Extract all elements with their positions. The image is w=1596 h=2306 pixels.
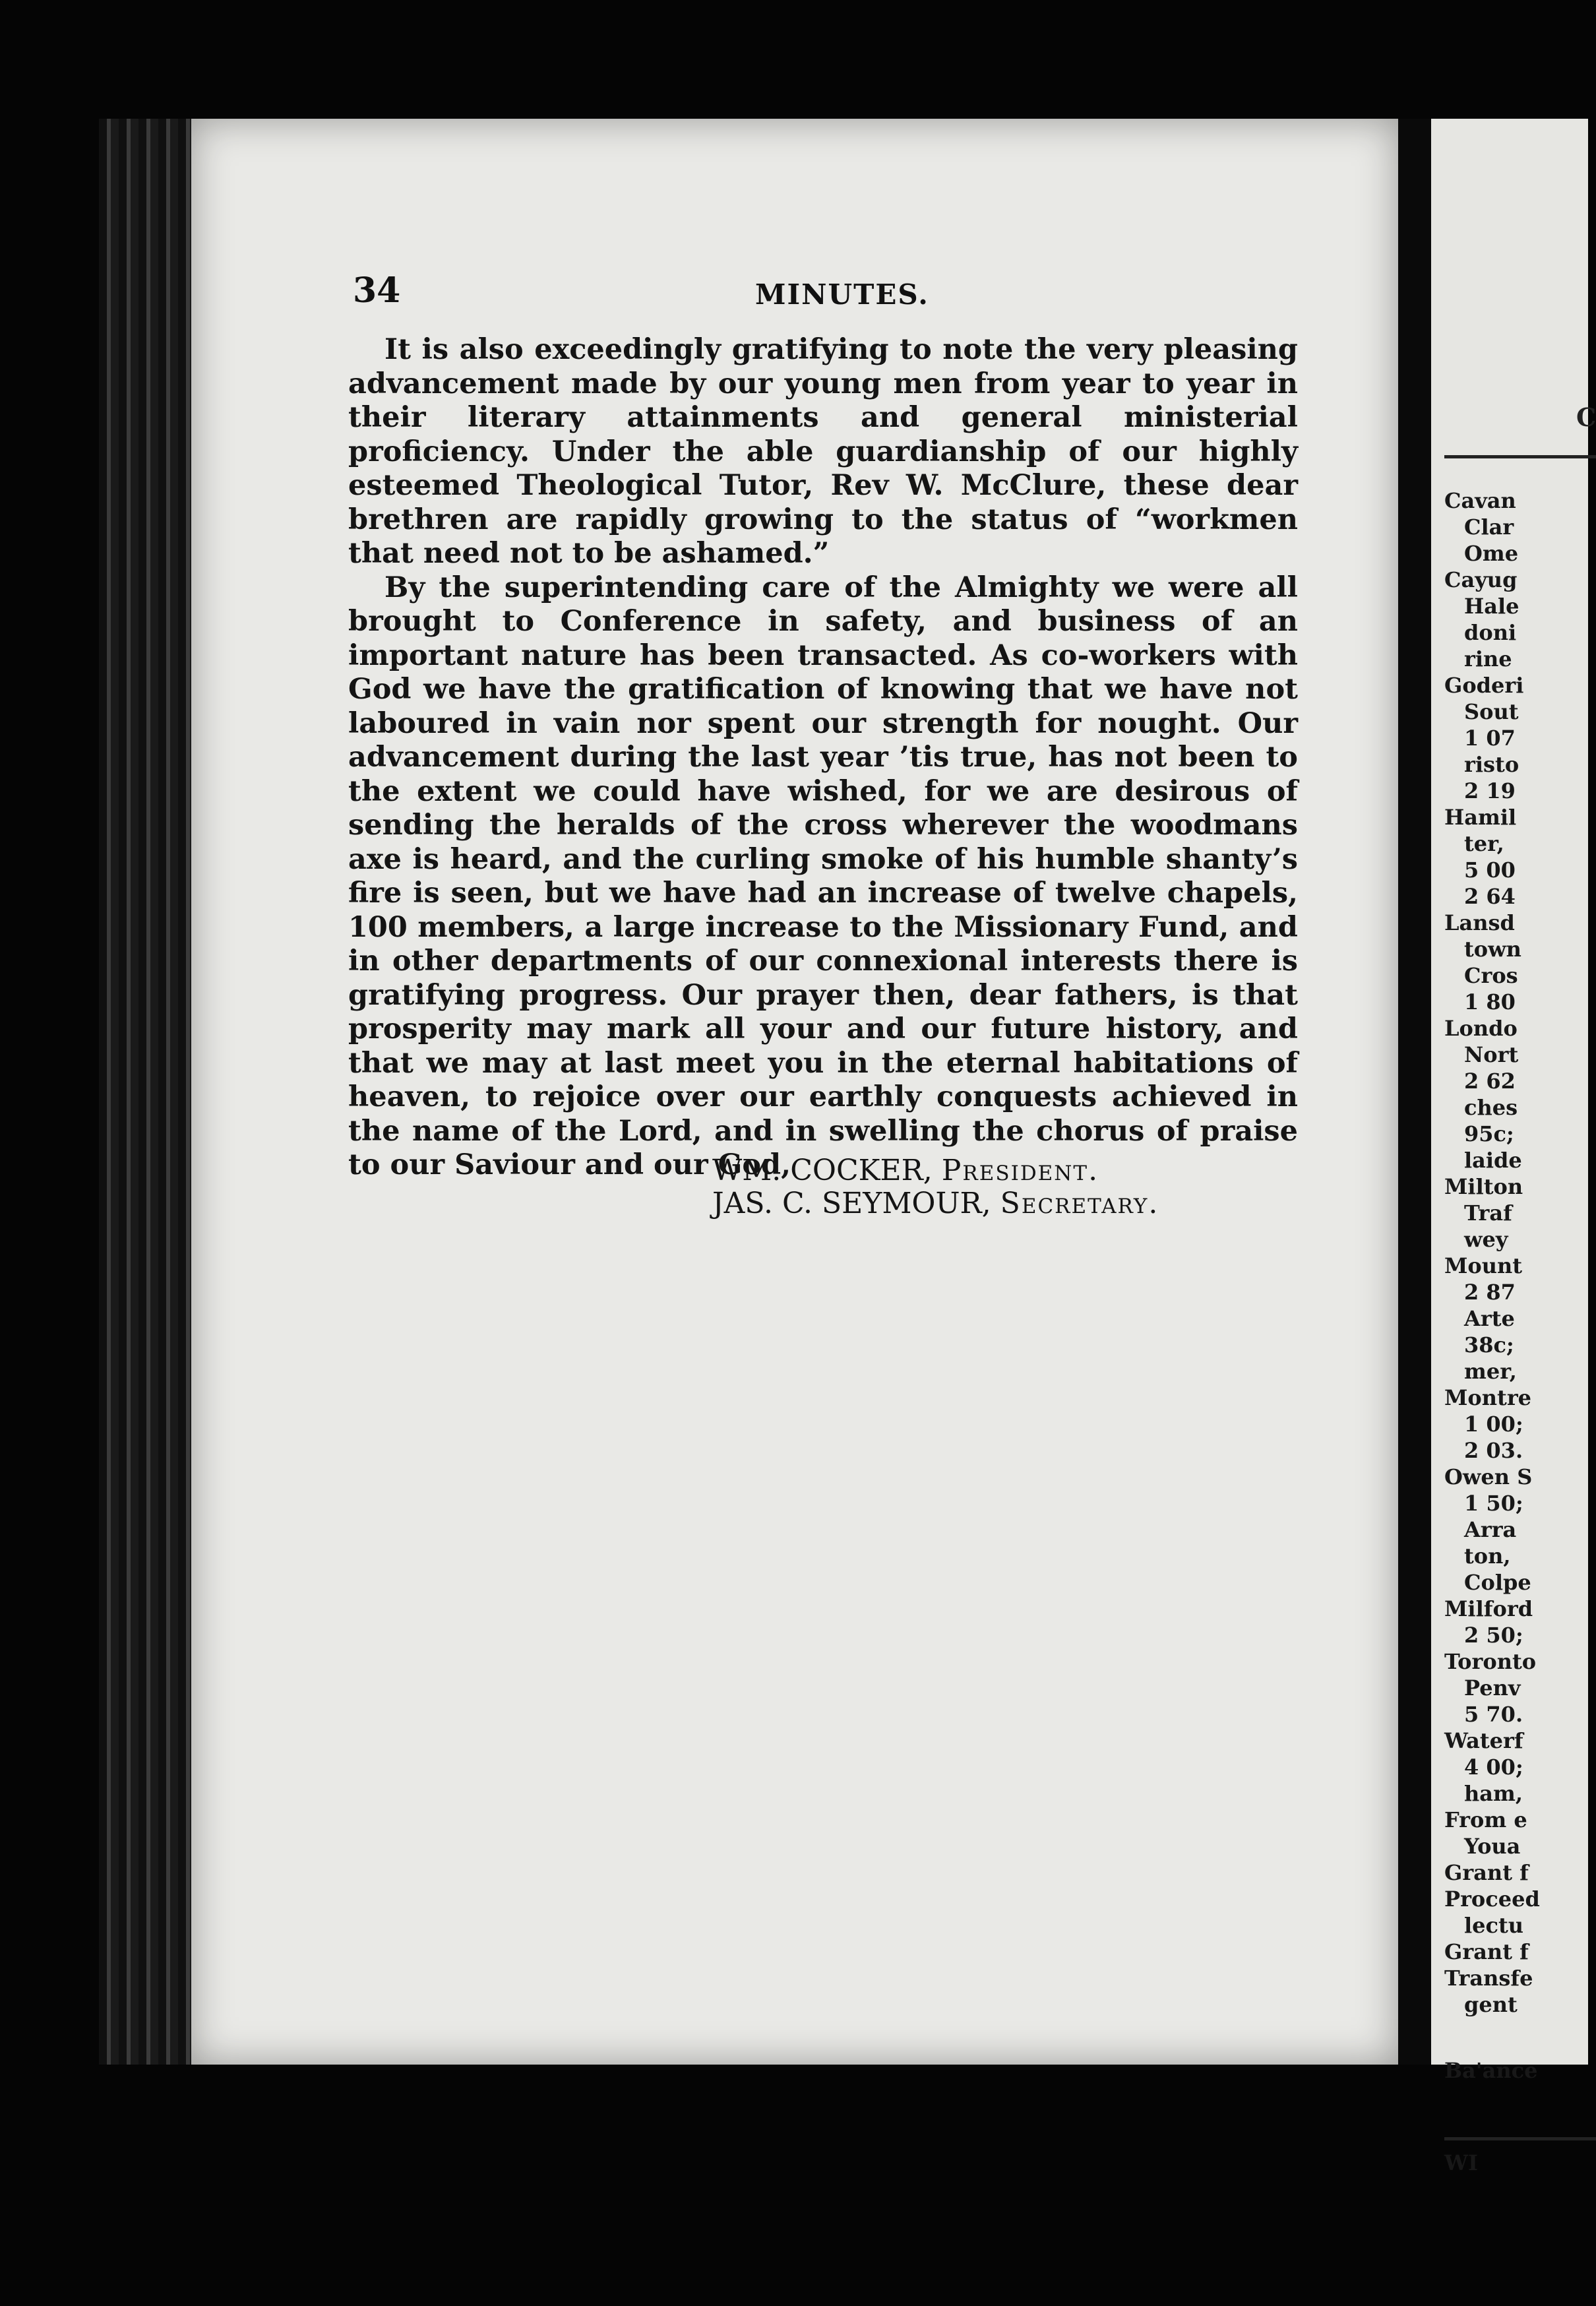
adjacent-fragment: Waterf <box>1444 1728 1523 1753</box>
adjacent-fragment: Hale <box>1464 594 1519 619</box>
adjacent-fragment: Grant f <box>1444 1939 1529 1964</box>
adjacent-fragment: laide <box>1464 1148 1522 1173</box>
adjacent-fragment: From e <box>1444 1807 1527 1832</box>
signature-block <box>712 1154 1159 1220</box>
adjacent-fragment: 5 70. <box>1464 1702 1523 1727</box>
adjacent-fragment: Montre <box>1444 1385 1532 1410</box>
adjacent-page-head: C <box>1576 402 1596 432</box>
adjacent-fragment: Arte <box>1464 1306 1515 1331</box>
adjacent-fragment: 2 62 <box>1464 1069 1516 1094</box>
adjacent-fragment: 4 00; <box>1464 1755 1523 1780</box>
adjacent-fragment: 2 64 <box>1464 884 1516 909</box>
adjacent-fragment: rine <box>1464 646 1512 671</box>
signature-role: President. <box>941 1154 1099 1187</box>
adjacent-fragment: Youa <box>1464 1834 1521 1859</box>
adjacent-fragment: Goderi <box>1444 673 1524 698</box>
adjacent-fragment: Ome <box>1464 541 1519 566</box>
adjacent-fragment: Hamil <box>1444 805 1517 830</box>
adjacent-fragment: ham, <box>1464 1781 1523 1806</box>
adjacent-fragment: Nort <box>1464 1042 1519 1067</box>
adjacent-rule-top <box>1444 455 1596 458</box>
page-gutter <box>1398 119 1431 2065</box>
adjacent-fragment: Toronto <box>1444 1649 1537 1674</box>
signature-secretary <box>712 1187 1159 1220</box>
adjacent-fragment: Lansd <box>1444 910 1515 935</box>
adjacent-fragment: Cavan <box>1444 488 1516 513</box>
adjacent-fragment: ches <box>1464 1095 1518 1120</box>
adjacent-rule-bottom <box>1444 2137 1596 2140</box>
page-title: MINUTES. <box>755 278 929 311</box>
adjacent-fragment: 1 07 <box>1464 726 1516 751</box>
paragraph-1: It is also exceedingly gratifying to note the very pleasing advancement made by our young men from year to year in their literary attainments and general ministerial proficiency. Under the able guardianship of our highly esteemed Theological Tutor, Rev W. McClure, these dear brethren are rapidly growing to the status of “workmen that need not to be ashamed.” <box>348 333 1298 570</box>
page-number: 34 <box>353 270 401 311</box>
adjacent-fragment: Milton <box>1444 1174 1523 1199</box>
adjacent-fragment: Cros <box>1464 963 1518 988</box>
adjacent-fragment: Colpe <box>1464 1570 1531 1595</box>
adjacent-fragment: Grant f <box>1444 1860 1529 1885</box>
running-head <box>353 270 1309 323</box>
adjacent-fragment: 2 19 <box>1464 778 1516 803</box>
adjacent-fragment: WI <box>1444 2150 1478 2175</box>
adjacent-fragment: wey <box>1464 1227 1508 1252</box>
adjacent-fragment: gent <box>1464 1992 1518 2017</box>
paragraph-2: By the superintending care of the Almighty we were all brought to Conference in safety, and business of an important nature has been transacted. As co-workers with God we have the gratification of knowing that we have not laboured in vain nor spent our strength for nought. Our advancement during the last year ’tis true, has not been to the extent we could have wished, for we are desirous of sending the heralds of the cross wherever the woodmans axe is heard, and the curling smoke of his humble shanty’s fire is seen, but we have had an increase of twelve chapels, 100 members, a large increase to the Missionary Fund, and in other departments of our connexional interests there is gratifying progress. Our prayer then, dear fathers, is that prosperity may mark all your and our future history, and that we may at last meet you in the eternal habitations of heaven, to rejoice over our earthly conquests achieved in the name of the Lord, and in swelling the chorus of praise to our Saviour and our God, <box>348 571 1298 1181</box>
adjacent-fragment: Cayug <box>1444 567 1518 592</box>
adjacent-fragment: risto <box>1464 752 1519 777</box>
book-spine-edge <box>99 119 198 2065</box>
adjacent-fragment: Sout <box>1464 699 1519 724</box>
adjacent-fragment: Arra <box>1464 1517 1517 1542</box>
adjacent-fragment: 5 00 <box>1464 857 1516 883</box>
adjacent-fragment: 1 50; <box>1464 1491 1523 1516</box>
adjacent-fragment: doni <box>1464 620 1517 645</box>
adjacent-fragment: ton, <box>1464 1543 1511 1569</box>
adjacent-fragment: 1 00; <box>1464 1412 1523 1437</box>
adjacent-fragment: Clar <box>1464 514 1514 540</box>
adjacent-fragment: lectu <box>1464 1913 1524 1938</box>
adjacent-fragment: 2 50; <box>1464 1623 1523 1648</box>
adjacent-fragment: Transfe <box>1444 1966 1533 1991</box>
adjacent-fragment: 2 03. <box>1464 1438 1523 1463</box>
adjacent-fragment: Mount <box>1444 1253 1523 1278</box>
signature-role: Secretary. <box>1000 1187 1159 1220</box>
adjacent-page <box>1431 119 1596 2175</box>
signature-name: WM. COCKER, <box>712 1154 933 1187</box>
adjacent-fragment: 1 80 <box>1464 989 1516 1014</box>
adjacent-fragment: Penv <box>1464 1675 1521 1700</box>
adjacent-fragment: mer, <box>1464 1359 1517 1384</box>
adjacent-fragment: 95c; <box>1464 1121 1514 1146</box>
adjacent-fragment: ter, <box>1464 831 1504 856</box>
signature-name: JAS. C. SEYMOUR, <box>712 1187 991 1220</box>
adjacent-fragment: 38c; <box>1464 1332 1514 1357</box>
adjacent-fragment: 2 87 <box>1464 1280 1516 1305</box>
adjacent-fragment: Londo <box>1444 1016 1518 1041</box>
signature-president <box>712 1154 1159 1187</box>
adjacent-fragment: Owen S <box>1444 1464 1533 1489</box>
adjacent-fragment: Milford <box>1444 1596 1533 1621</box>
adjacent-fragment: Traf <box>1464 1200 1512 1226</box>
adjacent-fragment: Proceed <box>1444 1886 1540 1912</box>
body-text <box>348 333 1298 1183</box>
adjacent-fragment: town <box>1464 937 1521 962</box>
adjacent-fragment: Ba'ance <box>1444 2058 1538 2083</box>
